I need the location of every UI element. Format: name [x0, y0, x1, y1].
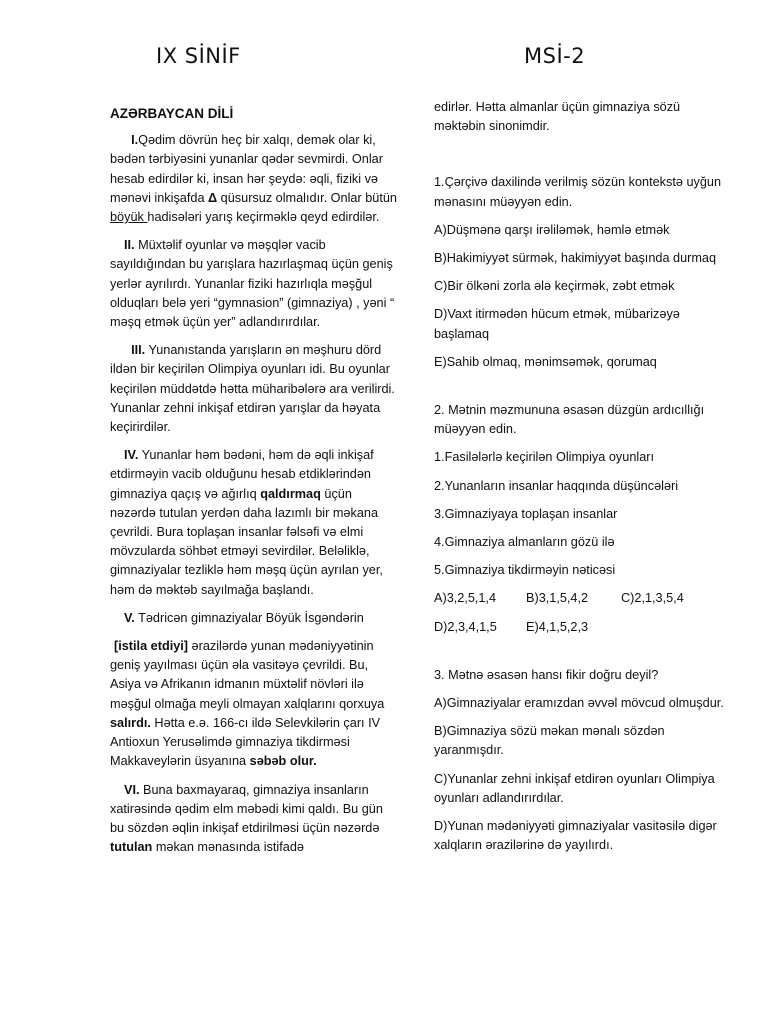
- q1-option-c[interactable]: C)Bir ölkəni zorla ələ keçirmək, zəbt etmək: [434, 279, 675, 294]
- reading-text-column: [110, 98, 400, 866]
- paragraph-number: V.: [124, 610, 135, 625]
- question-2: 2. Mətnin məzmununa əsasən düzgün ardıcıllığı müəyyən edin.: [434, 403, 705, 437]
- q2-item-1: 1.Fasilələrlə keçirilən Olimpiya oyunları: [434, 450, 654, 465]
- framed-word: böyük: [110, 210, 148, 225]
- paragraph-4: IV. Yunanlar həm bədəni, həm də əqli inkişaf etdirməyin vacib olduğunu hesab etdiklərindən gimnaziya qaçış və ağırlıq qaldırmaq üçün nəzərdə tutulan yerdən daha lazımlı bir məkana çevrildi. Bura toplaşan insanlar fəlsəfi və elmi mövzularda söhbət etməyi sevirdilər. Beləliklə, gimnaziyalar tezliklə həm məşq üçün ayrılan yer, həm də məktəb sayılmağa başlandı.: [110, 448, 383, 597]
- delta-mark: Δ: [208, 190, 218, 205]
- questions-column: [434, 98, 734, 864]
- q3-option-a[interactable]: A)Gimnaziyalar eramızdan əvvəl mövcud olmuşdur.: [434, 696, 724, 711]
- q2-option-d[interactable]: D)2,3,4,1,5: [434, 619, 497, 634]
- q1-option-a[interactable]: A)Düşmənə qarşı irəliləmək, həmlə etmək: [434, 222, 670, 237]
- question-3: 3. Mətnə əsasən hansı fikir doğru deyil?: [434, 667, 659, 682]
- q2-option-a[interactable]: A)3,2,5,1,4: [434, 591, 497, 606]
- grade-heading: IX SİNİF: [156, 44, 241, 68]
- framed-phrase: [istila etdiyi]: [114, 639, 189, 654]
- q2-item-4: 4.Gimnaziya almanların gözü ilə: [434, 535, 615, 550]
- paragraph-number: I.: [131, 133, 139, 148]
- paragraph-number: IV.: [124, 448, 139, 463]
- q2-item-5: 5.Gimnaziya tikdirməyin nəticəsi: [434, 563, 616, 578]
- paragraph-7: VI. Buna baxmayaraq, gimnaziya insanların xatirəsində qədim elm məbədi kimi qaldı. Bu gün bu sözdən əqlin inkişaf etdirilməsi üçün nəzərdə tutulan məkan mənasında istifadə: [110, 782, 383, 855]
- q2-option-e[interactable]: E)4,1,5,2,3: [526, 619, 589, 634]
- paragraph-3: III. Yunanıstanda yarışların ən məşhuru dörd ildən bir keçirilən Olimpiya oyunları idi. Bu oyunlar keçirilən müddətdə hətta müharibələrə ara verilirdi. Yunanlar zehni inkişaf etdirən yarışlar da həyata keçirirdilər.: [110, 343, 395, 435]
- paragraph-5: V. Tədricən gimnaziyalar Böyük İsgəndərin: [124, 610, 364, 625]
- q2-item-3: 3.Gimnaziyaya toplaşan insanlar: [434, 506, 618, 521]
- q2-item-2: 2.Yunanların insanlar haqqında düşüncələri: [434, 478, 679, 493]
- paragraph-2: II. Müxtəlif oyunlar və məşqlər vacib sayıldığından bu yarışlara hazırlaşmaq üçün geniş yerlər ayrılırdı. Yunanlar fiziki hazırlıqla məşğul olduqları belə yeri “gymnasion” (gimnaziya) , yəni “ məşq etmək üçün yer” adlandırırdılar.: [110, 238, 395, 330]
- paragraph-6: [istila etdiyi] ərazilərdə yunan mədəniyyətinin geniş yayılması üçün əla vasitəyə çevrildi. Bu, Asiya və Afrikanın idmanın müxtəlif növləri ilə məşğul olmağa meyli olmayan xalqlarını qorxuya salırdı. Hətta e.ə. 166-cı ildə Selevkilərin çarı IV Antioxun Yerusəlimdə gimnaziya tikdirməsi Makkaveylərin üsyanına səbəb olur.: [110, 639, 385, 769]
- q1-option-e[interactable]: E)Sahib olmaq, mənimsəmək, qorumaq: [434, 354, 657, 369]
- q2-option-c[interactable]: C)2,1,3,5,4: [621, 591, 684, 606]
- question-1: 1.Çərçivə daxilində verilmiş sözün kontekstə uyğun mənasını müəyyən edin.: [434, 175, 722, 209]
- q3-option-d[interactable]: D)Yunan mədəniyyəti gimnaziyalar vasitəsilə digər xalqların ərazilərinə də yayılırdı.: [434, 819, 717, 853]
- q3-option-b[interactable]: B)Gimnaziya sözü məkan mənalı sözdən yaranmışdır.: [434, 724, 665, 758]
- q2-option-b[interactable]: B)3,1,5,4,2: [526, 591, 589, 606]
- paragraph-number: VI.: [124, 782, 140, 797]
- q1-option-d[interactable]: D)Vaxt itirmədən hücum etmək, mübarizəyə başlamaq: [434, 307, 680, 341]
- text-continuation: edirlər. Hətta almanlar üçün gimnaziya sözü məktəbin sinonimdir.: [434, 100, 681, 134]
- paragraph-1: I.Qədim dövrün heç bir xalqı, demək olar ki, bədən tərbiyəsini yunanlar qədər sevmirdi. Onlar hesab edirdilər ki, insan hər şeydə: əqli, fiziki və mənəvi inkişafda Δ qüsursuz olmalıdır. Onlar bütün böyük hadisələri yarış keçirməklə qeyd edirdilər.: [110, 133, 397, 225]
- paragraph-number: III.: [131, 343, 146, 358]
- q2-options-row-1: [434, 589, 734, 608]
- q1-option-b[interactable]: B)Hakimiyyət sürmək, hakimiyyət başında durmaq: [434, 251, 717, 266]
- paragraph-number: II.: [124, 238, 135, 253]
- subject-title: AZƏRBAYCAN DİLİ: [110, 106, 234, 121]
- q2-options-row-2: [434, 618, 734, 637]
- q3-option-c[interactable]: C)Yunanlar zehni inkişaf etdirən oyunları Olimpiya oyunları adlandırırdılar.: [434, 771, 715, 805]
- exam-code-heading: MSİ-2: [524, 44, 586, 68]
